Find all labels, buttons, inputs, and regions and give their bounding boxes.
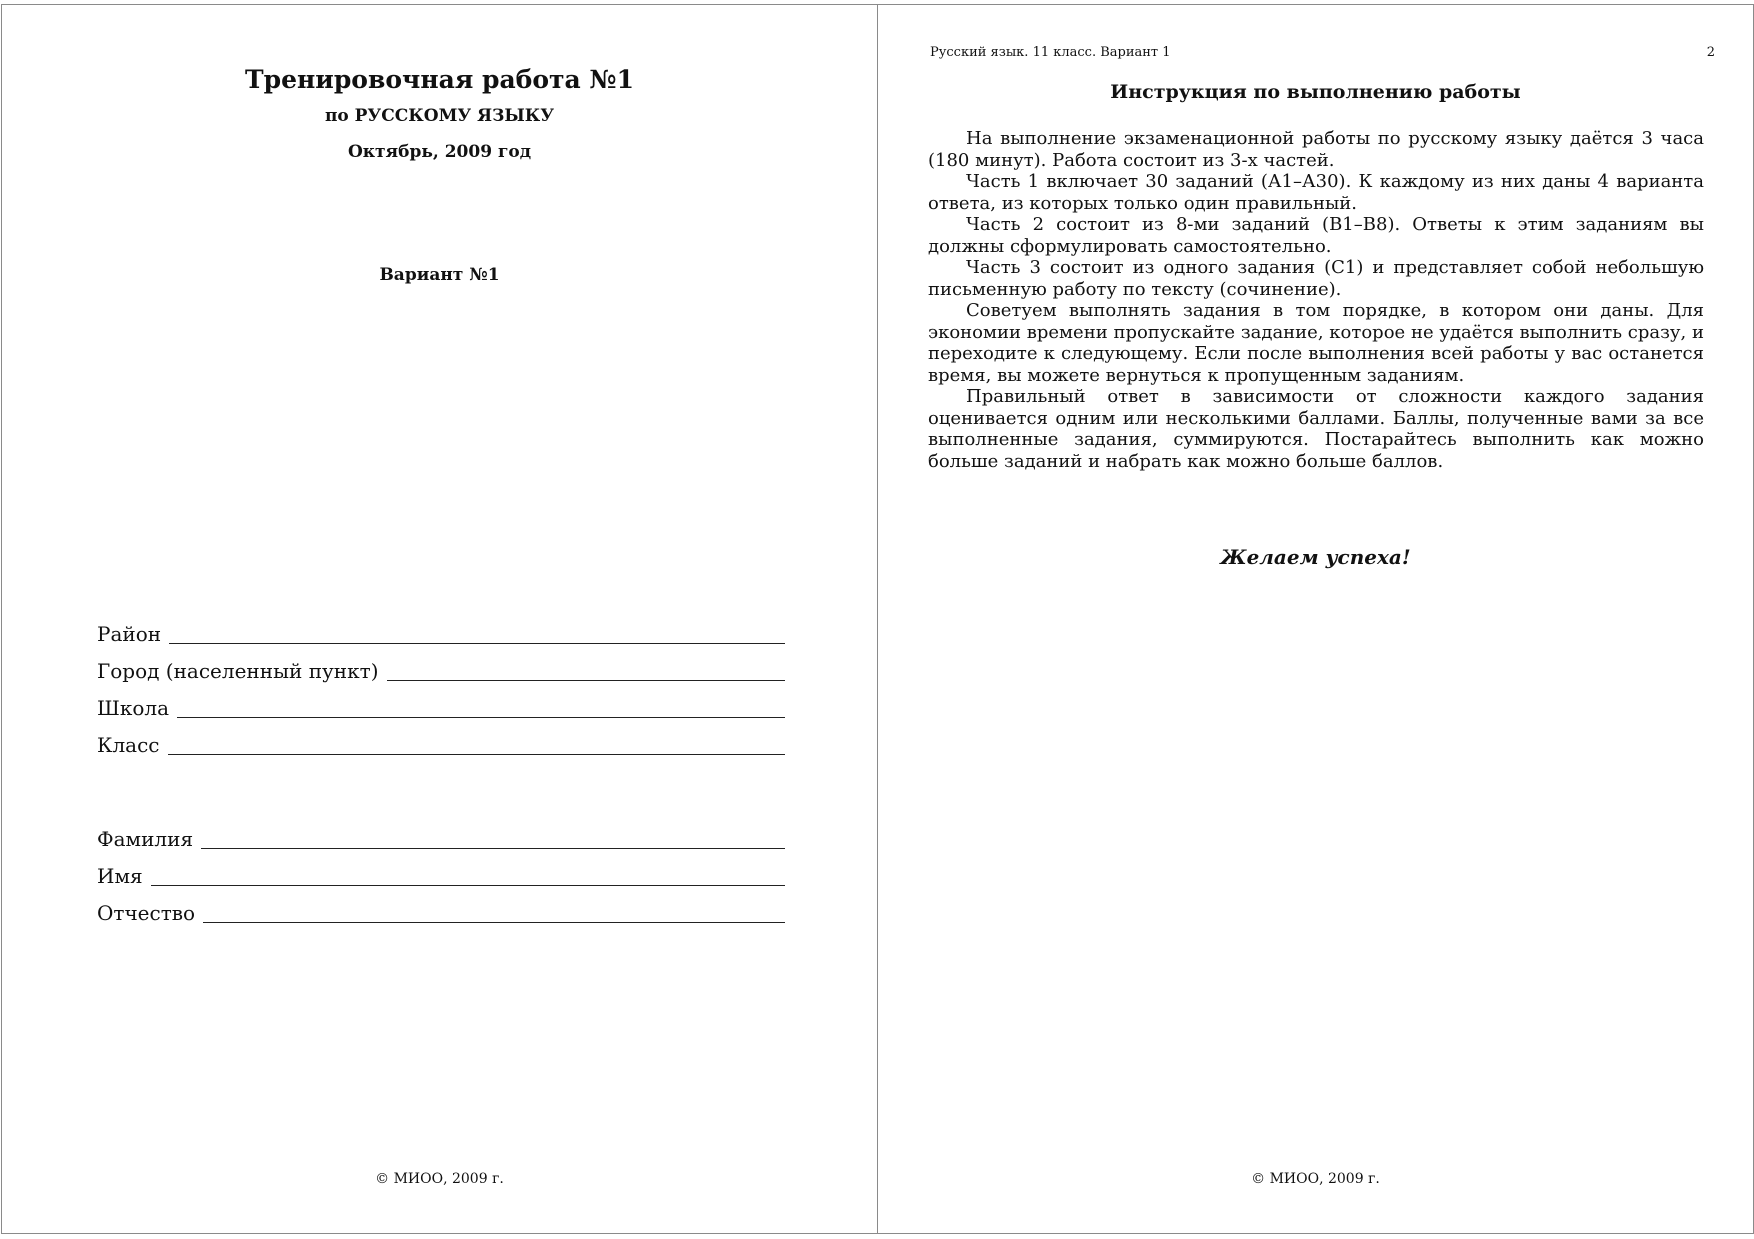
- patronymic-line[interactable]: [203, 900, 785, 923]
- class-field[interactable]: [97, 728, 785, 756]
- copyright-footer-left: © МИОО, 2009 г.: [375, 1171, 504, 1187]
- variant-label: Вариант №1: [379, 265, 500, 285]
- school-field[interactable]: [97, 691, 785, 719]
- district-field[interactable]: [97, 617, 785, 645]
- surname-line[interactable]: [201, 826, 785, 849]
- copyright-footer-right: © МИОО, 2009 г.: [1251, 1171, 1380, 1187]
- date-line: Октябрь, 2009 год: [347, 142, 532, 162]
- surname-label: Фамилия: [97, 827, 194, 851]
- paragraph: Часть 1 включает 30 заданий (А1–А30). К каждому из них даны 4 варианта ответа, из которых только один правильный.: [928, 171, 1704, 214]
- running-head: Русский язык. 11 класс. Вариант 1: [930, 45, 1171, 60]
- district-line[interactable]: [169, 621, 785, 644]
- district-label: Район: [97, 622, 162, 646]
- instruction-body: [928, 128, 1704, 472]
- city-line[interactable]: [387, 658, 786, 681]
- instruction-title: Инструкция по выполнению работы: [1110, 81, 1521, 103]
- class-label: Класс: [97, 733, 160, 757]
- subject-line: по РУССКОМУ ЯЗЫКУ: [324, 106, 555, 126]
- page-number: 2: [1706, 45, 1715, 60]
- name-line[interactable]: [151, 863, 785, 886]
- work-title: Тренировочная работа №1: [245, 65, 634, 94]
- closing-wish: Желаем успеха!: [1220, 545, 1411, 569]
- paragraph: Советуем выполнять задания в том порядке, в котором они даны. Для экономии времени пропускайте задание, которое не удаётся выполнить сразу, и переходите к следующему. Если после выполнения всей работы у вас останется время, вы можете вернуться к пропущенным заданиям.: [928, 300, 1704, 386]
- paragraph: Часть 2 состоит из 8-ми заданий (В1–В8). Ответы к этим заданиям вы должны сформулировать самостоятельно.: [928, 214, 1704, 257]
- instruction-page: [877, 4, 1754, 1234]
- city-field[interactable]: [97, 654, 785, 682]
- school-label: Школа: [97, 696, 169, 720]
- patronymic-field[interactable]: [97, 896, 785, 924]
- paragraph: Часть 3 состоит из одного задания (С1) и представляет собой небольшую письменную работу по тексту (сочинение).: [928, 257, 1704, 300]
- paragraph: Правильный ответ в зависимости от сложности каждого задания оценивается одним или несколькими баллами. Баллы, полученные вами за все выполненные задания, суммируются. Постарайтесь выполнить как можно больше заданий и набрать как можно больше баллов.: [928, 386, 1704, 472]
- patronymic-label: Отчество: [97, 901, 196, 925]
- city-label: Город (населенный пункт): [97, 659, 379, 683]
- class-line[interactable]: [168, 732, 785, 755]
- name-field[interactable]: [97, 859, 785, 887]
- surname-field[interactable]: [97, 822, 785, 850]
- title-page: [1, 4, 878, 1234]
- paragraph: На выполнение экзаменационной работы по русскому языку даётся 3 часа (180 минут). Работа состоит из 3-х частей.: [928, 128, 1704, 171]
- school-line[interactable]: [177, 695, 785, 718]
- name-label: Имя: [97, 864, 143, 888]
